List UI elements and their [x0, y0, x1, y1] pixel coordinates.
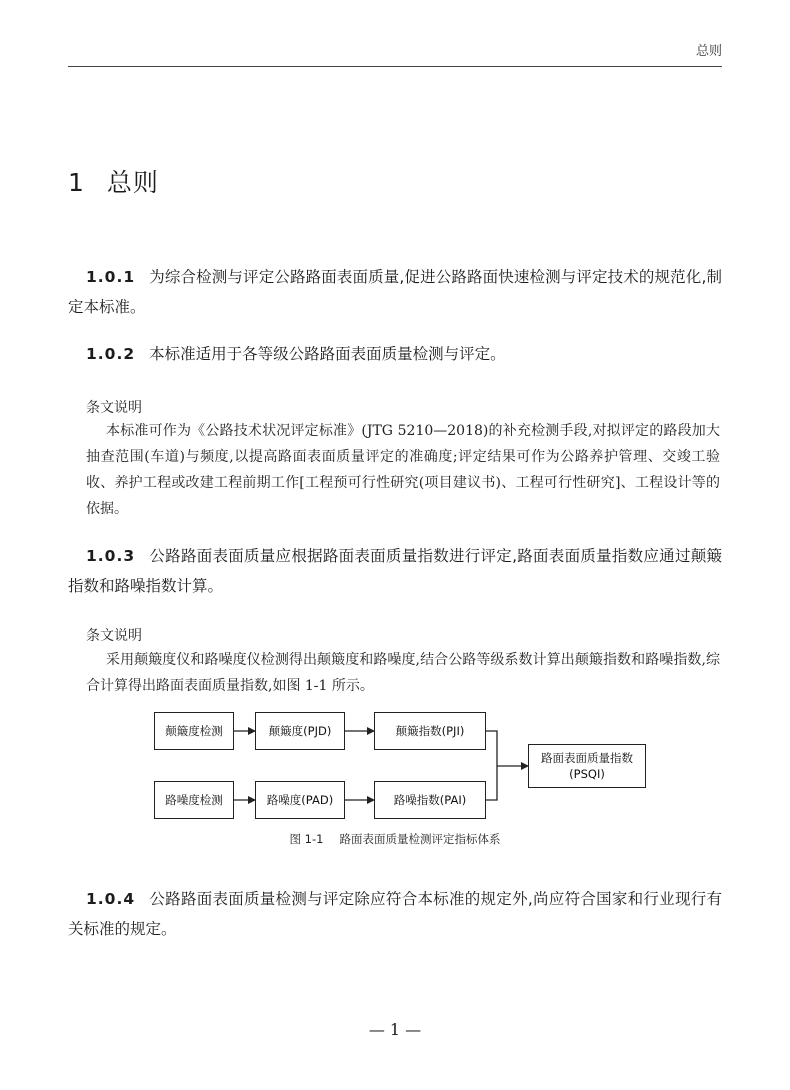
node-pji: 颠簸指数(PJI) [374, 712, 486, 750]
note-body: 本标准可作为《公路技术状况评定标准》(JTG 5210—2018)的补充检测手段,对拟评定的路段加大抽查范围(车道)与频度,以提高路面表面质量评定的准确度;评定结果可作为公路养护管理、交竣工验收、养护工程或改建工程前期工作[工程预可行性研究(项目建议书)、工程可行性研究]、工程设计等的依据。 [86, 423, 720, 517]
node-pai: 路噪指数(PAI) [374, 781, 486, 819]
node-bump-test: 颠簸度检测 [154, 712, 234, 750]
figure-number: 图 1-1 [289, 832, 324, 846]
node-pjd: 颠簸度(PJD) [255, 712, 345, 750]
clause-text: 公路路面表面质量应根据路面表面质量指数进行评定,路面表面质量指数应通过颠簸指数和路噪指数计算。 [68, 547, 722, 595]
clause-text: 本标准适用于各等级公路路面表面质量检测与评定。 [149, 345, 506, 363]
node-noise-test: 路噪度检测 [154, 781, 234, 819]
node-psqi [528, 744, 646, 788]
note-title: 条文说明 [86, 400, 142, 416]
psqi-abbrev: (PSQI) [569, 767, 605, 781]
clause-number: 1.0.4 [86, 890, 136, 908]
clause-number: 1.0.2 [86, 345, 136, 363]
clause-text: 为综合检测与评定公路路面表面质量,促进公路路面快速检测与评定技术的规范化,制定本标准。 [68, 268, 722, 316]
node-pad: 路噪度(PAD) [255, 781, 345, 819]
clause-1-0-4 [68, 884, 722, 944]
figure-title: 路面表面质量检测评定指标体系 [339, 832, 501, 846]
page-number: — 1 — [368, 1020, 422, 1039]
clause-number: 1.0.1 [86, 268, 136, 286]
note-body: 采用颠簸度仪和路噪度仪检测得出颠簸度和路噪度,结合公路等级系数计算出颠簸指数和路噪指数,综合计算得出路面表面质量指数,如图 1-1 所示。 [86, 652, 720, 694]
clause-number: 1.0.3 [86, 547, 136, 565]
merge-bracket [486, 731, 497, 800]
running-header: 总则 [695, 44, 722, 59]
chapter-number: 1 [68, 168, 85, 197]
chapter-name: 总则 [106, 168, 159, 197]
clause-text: 公路路面表面质量检测与评定除应符合本标准的规定外,尚应符合国家和行业现行有关标准的规定。 [68, 890, 722, 938]
figure-caption [0, 831, 790, 847]
note-title: 条文说明 [86, 628, 142, 644]
psqi-label: 路面表面质量指数 [541, 751, 633, 765]
